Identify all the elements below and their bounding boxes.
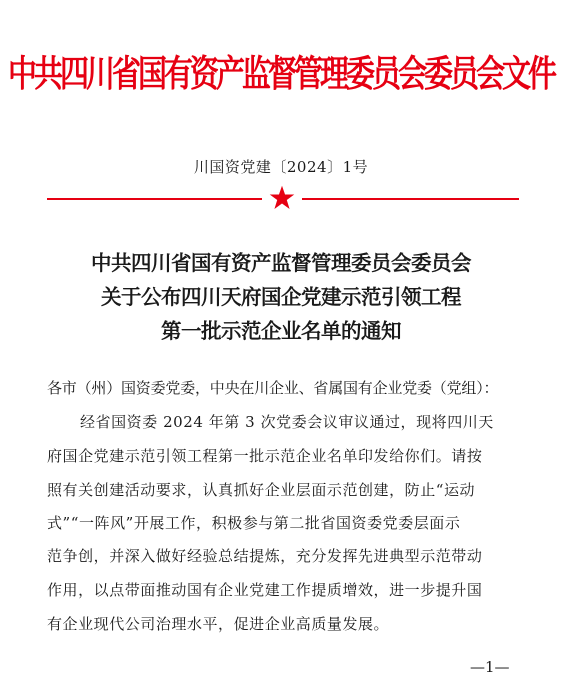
five-pointed-star-icon	[268, 184, 296, 212]
notice-title-line: 中共四川省国有资产监督管理委员会委员会	[91, 251, 471, 275]
body-paragraph-line: 范争创，并深入做好经验总结提炼，充分发挥先进典型示范带动	[47, 547, 483, 565]
issuer-title: 中共四川省国有资产监督管理委员会委员会文件	[7, 52, 554, 95]
body-paragraph-line: 照有关创建活动要求，认真抓好企业层面示范创建，防止“运动	[47, 481, 476, 499]
red-divider-right	[302, 198, 519, 200]
document-number: 川国资党建〔2024〕1号	[193, 158, 369, 176]
body-paragraph-line: 作用，以点带面推动国有企业党建工作提质增效，进一步提升国	[47, 581, 483, 599]
addressee-line: 各市（州）国资委党委，中央在川企业、省属国有企业党委（党组）：	[47, 379, 499, 397]
notice-title-line: 关于公布四川天府国企党建示范引领工程	[101, 285, 461, 309]
notice-title-line: 第一批示范企业名单的通知	[161, 319, 401, 343]
body-paragraph-line: 式”“一阵风”开展工作，积极参与第二批省国资委党委层面示	[47, 514, 461, 532]
page-number: —1—	[470, 658, 510, 676]
body-paragraph-line: 有企业现代公司治理水平，促进企业高质量发展。	[47, 615, 390, 633]
body-paragraph-line: 府国企党建示范引领工程第一批示范企业名单印发给你们。请按	[47, 447, 483, 465]
body-paragraph-line: 经省国资委 2024 年第 3 次党委会议审议通过，现将四川天	[80, 413, 494, 431]
red-divider-left	[47, 198, 262, 200]
